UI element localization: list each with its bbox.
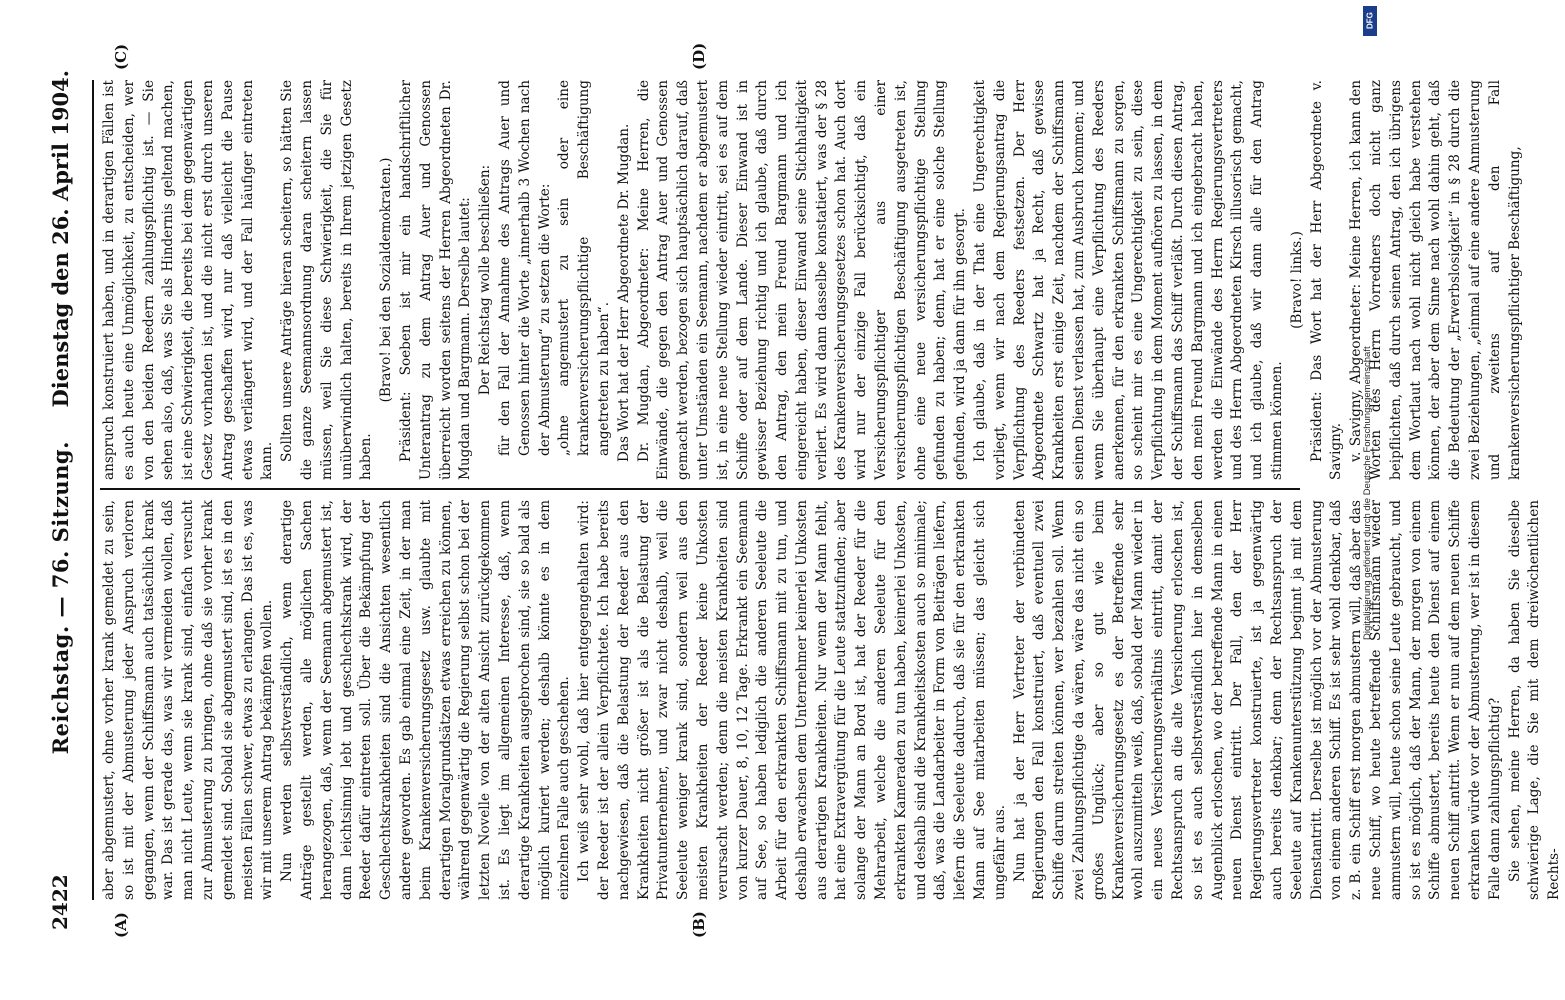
right-paragraph: Präsident: Das Wort hat der Herr Abgeordnete v. Savigny.	[1308, 80, 1345, 480]
right-paragraph: Das Wort hat der Herr Abgeordnete Dr. Mugdan.	[615, 123, 632, 462]
page-date: Dienstag den 26. April 1904.	[47, 70, 73, 408]
left-paragraph: Nun hat ja der Herr Vertreter der verbündeten Regierungen den Fall konstruiert, daß eventuell zwei Schiffe darum streiten können, wer bezahlen soll. Wenn zwei Zahlungspflichtige da wären, wäre das nicht ein so großes Unglück; aber so gut wie beim Krankenversicherungsgesetz es der Betreffende sehr wohl auszumitteln weiß, daß, sobald der Mann wieder in ein neues Versicherungsverhältnis eintritt, damit der Rechtsanspruch an die alte Versicherung erloschen ist, so ist es auch selbstverständlich hier in demselben Augenblick erloschen, wo der betreffende Mann in einen neuen Dienst eintritt. Der Fall, den der Herr Regierungsvertreter konstruierte, ist ja gegenwärtig auch bereits denkbar; denn der Rechtsanspruch der Seeleute auf Krankenunterstützung beginnt ja mit dem Dienstantritt. Derselbe ist möglich vor der Abmusterung von einem anderen Schiff. Es ist sehr wohl denkbar, daß z. B. ein Schiff erst morgen abmustern will, daß aber das neue Schiff, wo heute betreffende Schiffsmann wieder anmustern will, heute schon seine Leute gebraucht, und so ist es möglich, daß der Mann, der morgen von einem Schiffe abmustert, bereits heute den Dienst auf einem neuen Schiff antritt. Wenn er nun auf dem neuen Schiffe erkranken würde vor der Abmusterung, wer ist in diesem Falle dann zahlungspflichtig?	[1011, 500, 1503, 900]
left-paragraph: Sie sehen, meine Herren, da haben Sie dieselbe schwierige Lage, die Sie mit dem dreiwöchentlichen Rechts-	[1506, 500, 1563, 900]
right-column	[100, 80, 1523, 480]
right-paragraph: anspruch konstruiert haben, und in derartigen Fällen ist es auch heute eine Unmöglichkeit, zu entscheiden, wer von den beiden Reedern zahlungspflichtig ist. — Sie sehen also, daß, was Sie als Hindernis geltend machen, ist eine Schwierigkeit, die bereits bei dem gegenwärtigen Gesetz vorhanden ist, und die nicht erst durch unseren Antrag geschaffen wird, nur daß vielleicht die Pause etwas verlängert wird, und der Fall häufiger eintreten kann.	[101, 80, 276, 480]
dfg-logo: DFG	[1363, 6, 1377, 36]
motion-heading: Der Reichstag wolle beschließen:	[477, 164, 494, 396]
page-header	[40, 70, 80, 930]
motion-text: „ohne angemustert zu sein oder eine krankenversicherungspflichtige Beschäftigung angetreten zu haben“.	[556, 80, 612, 456]
right-paragraph: v. Savigny, Abgeordneter: Meine Herren, ich kann den Worten des Herrn Vorredners doch nicht ganz beipflichten, daß durch seinen Antrag, den ich übrigens dem Wortlaut nach wohl nicht gleich habe verstehen können, der aber dem Sinne nach wohl dahin geht, daß die Bedeutung der „Erwerbslosigkeit“ in § 28 durch die zwei Beziehungen, „einmal auf eine andere Anmusterung und zweitens auf den Fall krankenversicherungspflichtiger Beschäftigung,	[1348, 80, 1523, 480]
margin-mark-b: (B)	[690, 911, 708, 938]
left-paragraph: aber abgemustert, ohne vorher krank gemeldet zu sein, so ist mit der Abmusterung jeder Anspruch verloren gegangen, wenn der Schiffsmann auch tatsächlich krank war. Das ist gerade das, was wir vermeiden wollen, daß man nicht Leute, wenn sie krank sind, einfach versucht zur Abmusterung zu bringen, ohne daß sie vorher krank gemeldet sind. Sobald sie abgemustert sind, ist es in den meisten Fällen schwer, etwas zu erlangen. Das ist es, was wir mit unserem Antrag bekämpfen wollen.	[101, 500, 276, 900]
page-title: Reichstag. — 76. Sitzung.	[47, 441, 73, 755]
page-number: 2422	[48, 874, 72, 930]
applause-note: (Bravo! links.)	[1288, 231, 1305, 329]
margin-mark-c: (C)	[112, 43, 130, 70]
motion-text: für den Fall der Annahme des Antrags Auer und Genossen hinter die Worte „innerhalb 3 Wochen nach der Abmusterung“ zu setzen die Worte:	[496, 80, 553, 456]
margin-mark-d: (D)	[690, 42, 708, 70]
header-rule	[92, 80, 94, 900]
margin-mark-a: (A)	[112, 912, 130, 938]
left-paragraph: Ich weiß sehr wohl, daß hier entgegengehalten wird: der Reeder ist der allein Verpflichtete. Ich habe bereits nachgewiesen, daß die Belastung der Reeder aus den Krankheiten nicht größer ist als die Belastung der Privatunternehmer, und zwar nicht deshalb, weil die Seeleute weniger krank sind, sondern weil aus den meisten Krankheiten der Reeder keine Unkosten verursacht werden; denn die meisten Krankheiten sind von kurzer Dauer, 8, 10, 12 Tage. Erkrankt ein Seemann auf See, so haben lediglich die anderen Seeleute die Arbeit für den erkrankten Schiffsmann mit zu tun, und deshalb erwachsen dem Unternehmer keinerlei Unkosten aus derartigen Krankheiten. Nur wenn der Mann fehlt, hat eine Extravergütung für die Leute stattzufinden; aber solange der Mann an Bord ist, hat der Reeder für die Mehrarbeit, welche die anderen Seeleute für den erkrankten Kameraden zu tun haben, keinerlei Unkosten, und deshalb sind die Krankheitskosten auch so minimale; daß, was die Landarbeiter in Form von Beiträgen liefern, liefern die Seeleute dadurch, daß sie für den erkrankten Mann auf See mitarbeiten müssen; das gleicht sich ungefähr aus.	[576, 500, 1008, 900]
dfg-credit: Digitalisierung gefördert durch die Deutsche Forschungsgemeinschaft	[1362, 346, 1373, 640]
right-paragraph: Ich glaube, daß in der That eine Ungerechtigkeit vorliegt, wenn wir nach dem Regierungsantrag die Verpflichtung des Reeders festsetzen. Der Herr Abgeordnete Schwartz hat ja Recht, daß gewisse Krankheiten erst einige Zeit, nachdem der Schiffsmann seinen Dienst verlassen hat, zum Ausbruch kommen; und wenn Sie überhaupt eine Verpflichtung des Reeders anerkennen, für den erkrankten Schiffsmann zu sorgen, so scheint mir es eine Ungerechtigkeit zu sein, diese Verpflichtung in dem Moment aufhören zu lassen, in dem der Schiffsmann das Schiff verläßt. Durch diesen Antrag, den mein Freund Bargmann und ich eingebracht haben, werden die Einwände des Herrn Regierungsvertreters und des Herrn Abgeordneten Kirsch illusorisch gemacht, und ich glaube, daß wir dann alle für den Antrag stimmen können.	[972, 80, 1286, 480]
left-paragraph: Nun werden selbstverständlich, wenn derartige Anträge gestellt werden, alle möglichen Sachen herangezogen, daß, wenn der Seemann abgemustert ist, dann leichtsinnig lebt und geschlechtskrank wird, der Reeder dafür eintreten soll. Über die Bekämpfung der Geschlechtskrankheiten sind die Ansichten wesentlich andere geworden. Es gab einmal eine Zeit, in der man beim Krankenversicherungsgesetz usw. glaubte mit derartigen Moralgrundsätzen etwas erreichen zu können, während gegenwärtig die Regierung selbst schon bei der letzten Novelle von der alten Ansicht zurückgekommen ist. Es liegt im allgemeinen Interesse, daß, wenn derartige Krankheiten ausgebrochen sind, sie so bald als möglich kuriert werden; deshalb könnte es in dem einzelnen Falle auch geschehen.	[279, 500, 573, 900]
applause-note: (Bravo! bei den Sozialdemokraten.)	[378, 157, 395, 403]
right-paragraph: Sollten unsere Anträge hieran scheitern, so hätten Sie die ganze Seemannsordnung daran scheitern lassen müssen, weil Sie diese Schwierigkeit, die Sie für unüberwindlich halten, bereits in Ihrem jetzigen Gesetz haben.	[279, 80, 375, 480]
column-divider	[100, 488, 1300, 490]
left-column	[100, 500, 1563, 900]
right-paragraph: Präsident: Soeben ist mir ein handschriftlicher Unterantrag zu dem Antrag Auer und Genossen überreicht worden seitens der Herren Abgeordneten Dr. Mugdan und Bargmann. Derselbe lautet:	[397, 80, 474, 480]
right-paragraph: Dr. Mugdan, Abgeordneter: Meine Herren, die Einwände, die gegen den Antrag Auer und Genossen gemacht werden, bezogen sich hauptsächlich darauf, daß unter Umständen ein Seemann, nachdem er abgemustert ist, in eine neue Stellung wieder eintritt, sei es auf dem Schiffe oder auf dem Lande. Dieser Einwand ist in gewisser Beziehung richtig und ich glaube, daß durch den Antrag, den mein Freund Bargmann und ich eingereicht haben, dieser Einwand seine Stichhaltigkeit verliert. Es wird dann dasselbe konstatiert, was der § 28 des Krankenversicherungsgesetzes schon hat. Auch dort wird nur der einzige Fall berücksichtigt, daß ein Versicherungspflichtiger aus einer versicherungspflichtigen Beschäftigung ausgetreten ist, ohne eine neue versicherungspflichtige Stellung gefunden zu haben; denn, hat er eine solche Stellung gefunden, wird ja dann für ihn gesorgt.	[635, 80, 969, 480]
